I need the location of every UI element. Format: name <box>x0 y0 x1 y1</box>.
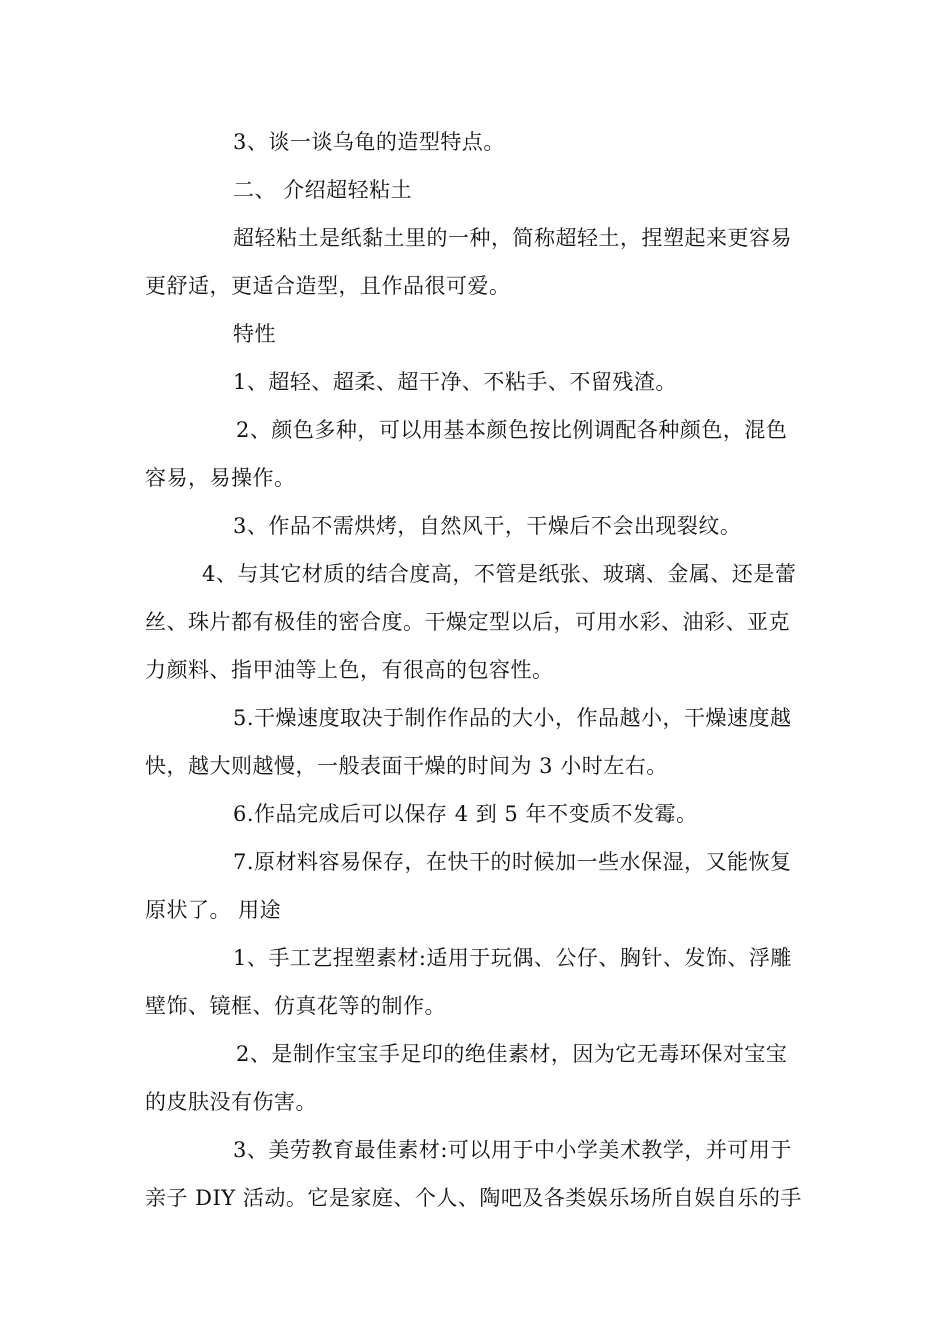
subheading: 特性 <box>233 322 276 346</box>
text-line: 4、与其它材质的结合度高，不管是纸张、玻璃、金属、还是蕾 <box>202 562 797 586</box>
text-line: 5.干燥速度取决于制作作品的大小，作品越小，干燥速度越 <box>233 706 792 730</box>
text-line: 3、作品不需烘烤，自然风干，干燥后不会出现裂纹。 <box>233 514 742 538</box>
text-line: 1、手工艺捏塑素材:适用于玩偶、公仔、胸针、发饰、浮雕 <box>233 946 792 970</box>
text-line: 原状了。 用途 <box>145 898 282 922</box>
text-line: 力颜料、指甲油等上色，有很高的包容性。 <box>145 658 554 682</box>
text-line: 容易，易操作。 <box>145 466 296 490</box>
text-line: 壁饰、镜框、仿真花等的制作。 <box>145 994 446 1018</box>
section-heading: 二、 介绍超轻粘土 <box>233 178 413 202</box>
text-line: 3、美劳教育最佳素材:可以用于中小学美术教学，并可用于 <box>233 1138 792 1162</box>
text-line: 丝、珠片都有极佳的密合度。干燥定型以后，可用水彩、油彩、亚克 <box>145 610 790 634</box>
text-line: 1、超轻、超柔、超干净、不粘手、不留残渣。 <box>233 370 677 394</box>
text-line: 6.作品完成后可以保存 4 到 5 年不变质不发霉。 <box>233 802 698 826</box>
text-line: 2、是制作宝宝手足印的绝佳素材，因为它无毒环保对宝宝 <box>236 1042 788 1066</box>
text-line: 快，越大则越慢，一般表面干燥的时间为 3 小时左右。 <box>145 754 668 778</box>
text-line: 更舒适，更适合造型，且作品很可爱。 <box>145 274 511 298</box>
text-line: 的皮肤没有伤害。 <box>145 1090 317 1114</box>
text-line: 亲子 DIY 活动。它是家庭、个人、陶吧及各类娱乐场所自娱自乐的手 <box>145 1186 802 1210</box>
text-line: 3、谈一谈乌龟的造型特点。 <box>233 130 505 154</box>
text-line: 2、颜色多种，可以用基本颜色按比例调配各种颜色，混色 <box>236 418 788 442</box>
text-line: 7.原材料容易保存，在快干的时候加一些水保湿，又能恢复 <box>233 850 792 874</box>
text-line: 超轻粘土是纸黏土里的一种，简称超轻土，捏塑起来更容易 <box>233 226 792 250</box>
